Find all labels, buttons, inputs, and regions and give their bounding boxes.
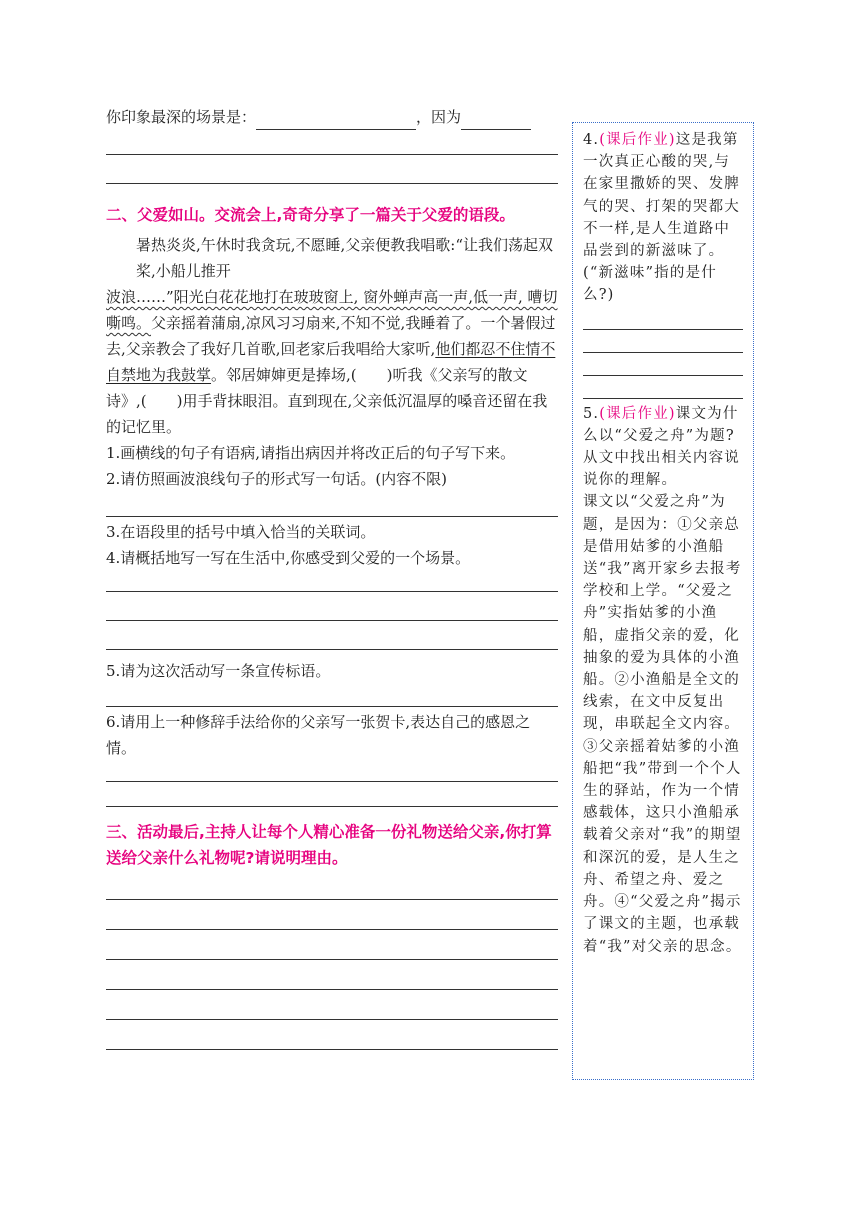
answer-line[interactable] <box>106 1020 558 1050</box>
question-1: 1.画横线的句子有语病,请指出病因并将改正后的句子写下来。 <box>106 444 516 462</box>
top-question <box>106 104 558 130</box>
answer-line[interactable] <box>106 571 558 592</box>
top-prefix: 你印象最深的场景是： <box>106 108 257 126</box>
passage-text: 父亲摇着蒲扇,凉风习习扇来,不知不觉,我睡着了。一个暑假过去,父亲教会了我好几首歌,回老家后我唱给大家听, <box>106 314 556 358</box>
answer-line[interactable] <box>106 871 558 900</box>
section-2-heading: 二、父爱如山。交流会上,奇奇分享了一篇关于父爱的语段。 <box>106 206 515 224</box>
question-6: 6.请用上一种修辞手法给你的父亲写一张贺卡,表达自己的感恩之情。 <box>106 713 531 757</box>
underlined-sentence: 他们都忍不住情不自禁地为我鼓掌 <box>106 340 556 384</box>
section-3-heading: 三、活动最后,主持人让每个人精心准备一份礼物送给父亲,你打算送给父亲什么礼物呢?请说明理由。 <box>106 823 552 867</box>
sidebar-answer-text: 课文以“父爱之舟”为题，是因为：①父亲总是借用姑爹的小渔船送“我”离开家乡去报考学校和上学。“父爱之舟”实指姑爹的小渔船，虚指父亲的爱，化抽象的爱为具体的小渔船。②小渔船是全文的线索，在文中反复出现，串联起全文内容。③父亲摇着姑爹的小渔船把“我”带到一个个人生的驿站，作为一个情感载体，这只小渔船承载着父亲对“我”的期望和深沉的爱，是人生之舟、希望之舟、爱之舟。④“父爱之舟”揭示了课文的主题，也承载着“我”对父亲的思念。 <box>583 494 742 955</box>
passage-text: 。邻居婶婶更是捧场,( )听我《父亲写的散文诗》,( )用手背抹眼泪。直到现在,父亲低沉温厚的嗓音还留在我的记忆里。 <box>106 366 548 436</box>
answer-line[interactable] <box>583 330 743 353</box>
answer-line[interactable] <box>106 761 558 782</box>
answer-line[interactable] <box>106 930 558 960</box>
question-3: 3.在语段里的括号中填入恰当的关联词。 <box>106 523 376 541</box>
sidebar-question-5 <box>583 403 745 492</box>
answer-line[interactable] <box>106 130 558 155</box>
answer-blank-scene[interactable] <box>256 111 416 130</box>
passage-paragraph-1: 暑热炎炎,午休时我贪玩,不愿睡,父亲便教我唱歌:“让我们荡起双桨,小船儿推开 <box>136 236 554 280</box>
answer-blank-reason[interactable] <box>461 111 531 130</box>
worksheet-main <box>106 104 558 1050</box>
answer-line[interactable] <box>583 353 743 376</box>
sidebar-question-4 <box>583 129 745 307</box>
question-number: 4. <box>583 132 600 148</box>
answer-line[interactable] <box>106 782 558 807</box>
question-text: 这是我第一次真正心酸的哭,与在家里撒娇的哭、发脾气的哭、打架的哭都大不一样,是人生道路中品尝到的新滋味了。(“新滋味”指的是什么?) <box>583 132 740 304</box>
passage-paragraph-2 <box>106 284 558 440</box>
question-5: 5.请为这次活动写一条宣传标语。 <box>106 662 331 680</box>
question-text: 课文为什么以“父爱之舟”为题?从文中找出相关内容说说你的理解。 <box>583 405 740 489</box>
answer-line[interactable] <box>106 960 558 990</box>
answer-line[interactable] <box>106 684 558 707</box>
sidebar-exercise-box <box>572 122 754 1080</box>
answer-line[interactable] <box>106 900 558 930</box>
answer-line[interactable] <box>106 155 558 184</box>
top-comma: ，因为 <box>416 108 462 126</box>
answer-line[interactable] <box>106 621 558 650</box>
question-4: 4.请概括地写一写在生活中,你感受到父爱的一个场景。 <box>106 549 471 567</box>
answer-line[interactable] <box>106 492 558 517</box>
question-2: 2.请仿照画波浪线句子的形式写一句话。(内容不限) <box>106 470 448 488</box>
answer-line[interactable] <box>106 990 558 1020</box>
answer-line[interactable] <box>583 376 743 399</box>
answer-line[interactable] <box>106 592 558 621</box>
homework-tag: (课后作业) <box>599 405 676 422</box>
wavy-sentence: 波浪……”阳光白花花地打在玻玻窗上, 窗外蝉声高一声,低一声, 嘈切嘶鸣。 <box>106 288 558 332</box>
homework-tag: (课后作业) <box>599 132 676 148</box>
question-number: 5. <box>583 405 600 422</box>
answer-line[interactable] <box>583 307 743 330</box>
